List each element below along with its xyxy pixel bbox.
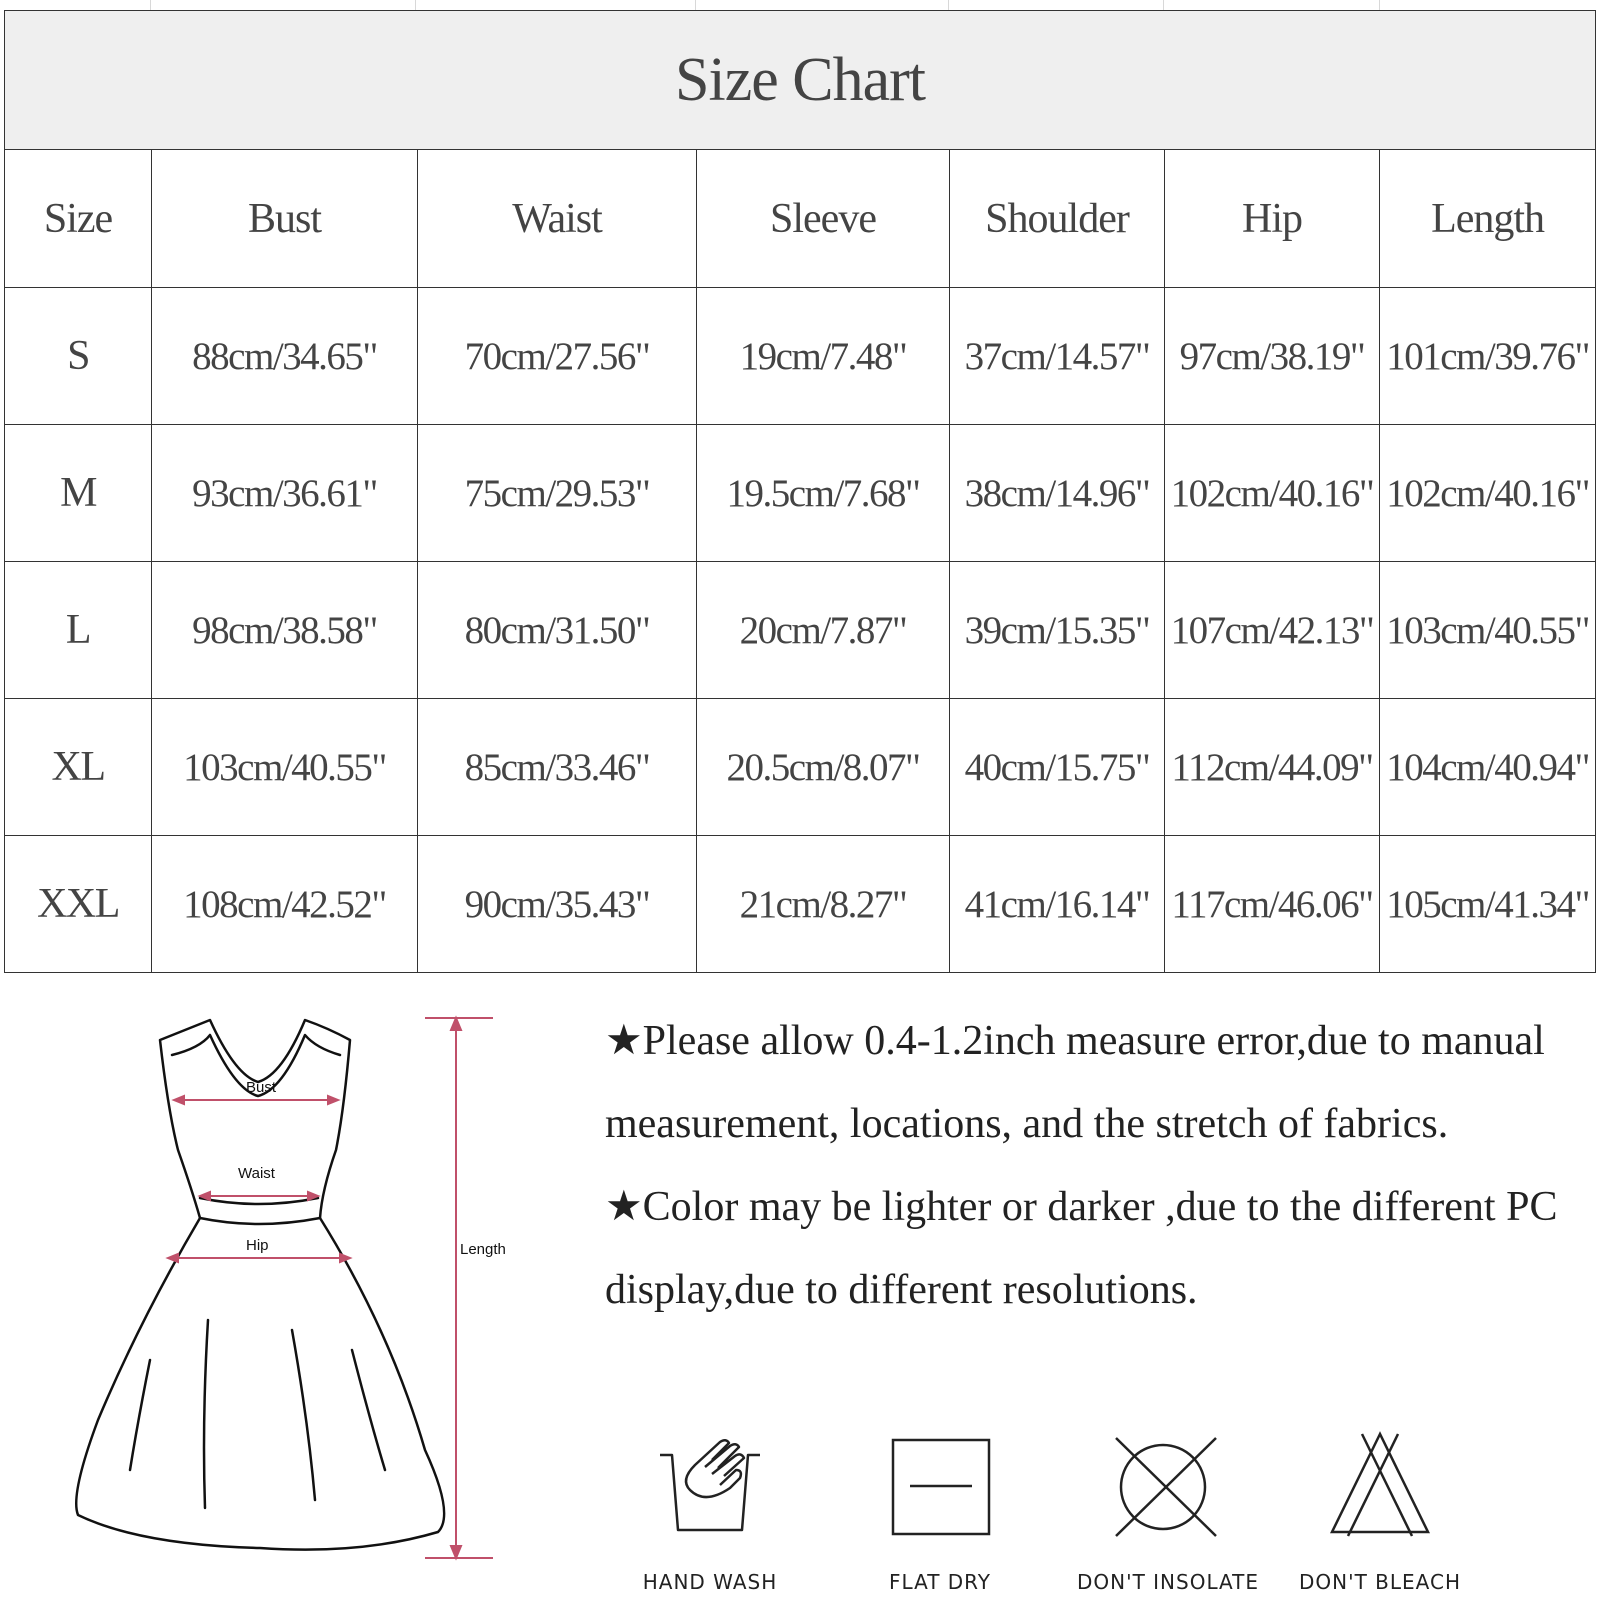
size-cell: M: [5, 425, 152, 562]
dont-bleach-icon: [1320, 1430, 1440, 1540]
care-flat-dry: [860, 1430, 1020, 1600]
shoulder-cell: 41cm/16.14": [950, 836, 1165, 973]
shoulder-cell: 37cm/14.57": [950, 288, 1165, 425]
hip-cell: 97cm/38.19": [1165, 288, 1380, 425]
care-hand-wash: [630, 1430, 790, 1600]
flat-dry-icon: [880, 1430, 1000, 1540]
size-cell: XL: [5, 699, 152, 836]
notes: [605, 1000, 1565, 1332]
note-color: ★Color may be lighter or darker ,due to the different PC display,due to different resolutions.: [605, 1184, 1558, 1313]
header-shoulder: Shoulder: [950, 150, 1165, 288]
shoulder-cell: 38cm/14.96": [950, 425, 1165, 562]
care-dont-insolate: [1076, 1430, 1260, 1600]
hip-cell: 112cm/44.09": [1165, 699, 1380, 836]
dont-insolate-label: DON'T INSOLATE: [1076, 1570, 1260, 1594]
bust-cell: 103cm/40.55": [152, 699, 418, 836]
waist-cell: 80cm/31.50": [418, 562, 697, 699]
diagram-label-length: Length: [460, 1241, 506, 1258]
sleeve-cell: 20.5cm/8.07": [697, 699, 950, 836]
diagram-label-waist: Waist: [238, 1165, 275, 1182]
size-chart-table: [4, 10, 1596, 973]
note-measure-error: ★Please allow 0.4-1.2inch measure error,due to manual measurement, locations, and the stretch of fabrics.: [605, 1018, 1545, 1147]
hip-cell: 117cm/46.06": [1165, 836, 1380, 973]
table-row: [5, 562, 1596, 699]
diagram-label-hip: Hip: [246, 1237, 269, 1254]
chart-title: Size Chart: [5, 11, 1596, 150]
bust-cell: 108cm/42.52": [152, 836, 418, 973]
table-row: [5, 425, 1596, 562]
waist-cell: 75cm/29.53": [418, 425, 697, 562]
hip-cell: 102cm/40.16": [1165, 425, 1380, 562]
header-row: [5, 150, 1596, 288]
header-bust: Bust: [152, 150, 418, 288]
length-cell: 105cm/41.34": [1380, 836, 1596, 973]
diagram-label-bust: Bust: [246, 1079, 277, 1096]
header-size: Size: [5, 150, 152, 288]
sleeve-cell: 19cm/7.48": [697, 288, 950, 425]
dress-diagram: [60, 1000, 540, 1580]
sleeve-cell: 21cm/8.27": [697, 836, 950, 973]
bust-cell: 88cm/34.65": [152, 288, 418, 425]
hand-wash-icon: [650, 1430, 770, 1540]
hip-cell: 107cm/42.13": [1165, 562, 1380, 699]
bust-cell: 98cm/38.58": [152, 562, 418, 699]
length-cell: 103cm/40.55": [1380, 562, 1596, 699]
table-row: [5, 836, 1596, 973]
care-dont-bleach: [1300, 1430, 1460, 1600]
sleeve-cell: 19.5cm/7.68": [697, 425, 950, 562]
waist-cell: 90cm/35.43": [418, 836, 697, 973]
length-cell: 104cm/40.94": [1380, 699, 1596, 836]
length-cell: 102cm/40.16": [1380, 425, 1596, 562]
header-length: Length: [1380, 150, 1596, 288]
table-row: [5, 288, 1596, 425]
size-cell: XXL: [5, 836, 152, 973]
shoulder-cell: 40cm/15.75": [950, 699, 1165, 836]
waist-cell: 85cm/33.46": [418, 699, 697, 836]
size-cell: S: [5, 288, 152, 425]
waist-cell: 70cm/27.56": [418, 288, 697, 425]
flat-dry-label: FLAT DRY: [888, 1570, 992, 1594]
header-sleeve: Sleeve: [697, 150, 950, 288]
sleeve-cell: 20cm/7.87": [697, 562, 950, 699]
dont-bleach-label: DON'T BLEACH: [1298, 1570, 1461, 1594]
bust-cell: 93cm/36.61": [152, 425, 418, 562]
table-row: [5, 699, 1596, 836]
length-cell: 101cm/39.76": [1380, 288, 1596, 425]
header-waist: Waist: [418, 150, 697, 288]
dont-insolate-icon: [1108, 1430, 1228, 1540]
header-hip: Hip: [1165, 150, 1380, 288]
shoulder-cell: 39cm/15.35": [950, 562, 1165, 699]
size-cell: L: [5, 562, 152, 699]
hand-wash-label: HAND WASH: [642, 1570, 778, 1594]
